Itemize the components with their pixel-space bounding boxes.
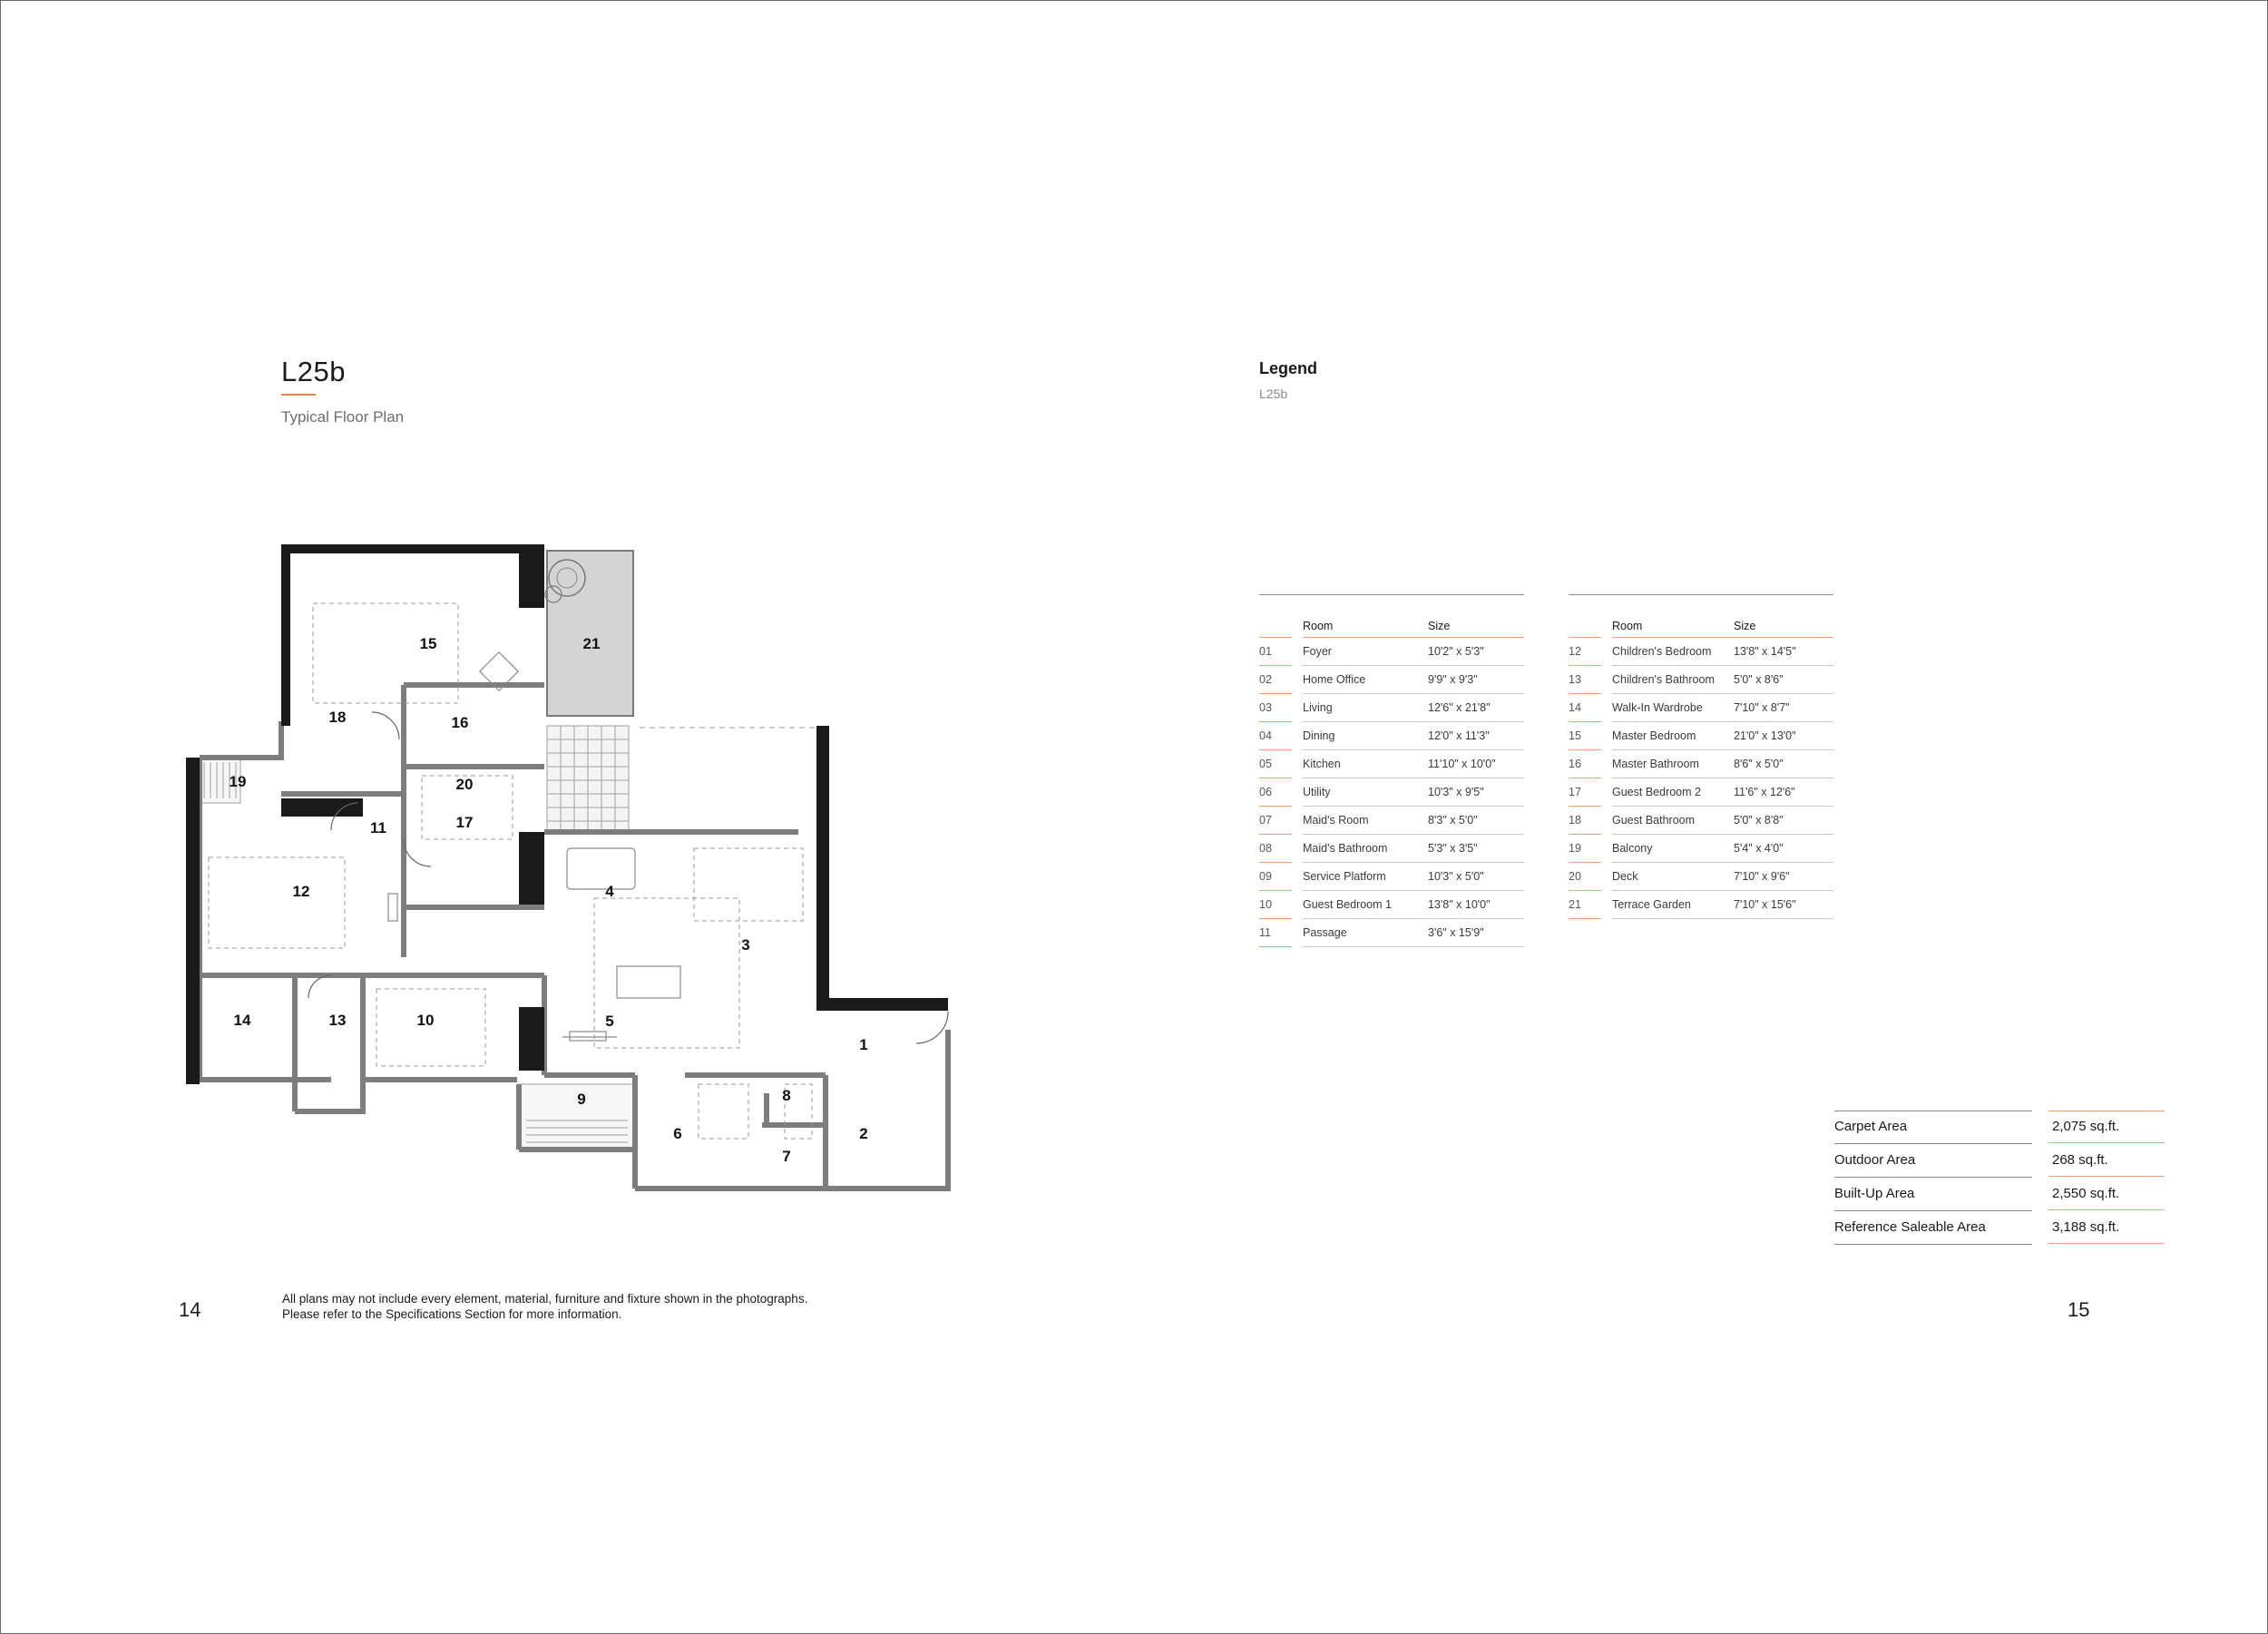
legend-row — [1259, 807, 1524, 835]
room-number-label: 11 — [370, 819, 386, 837]
legend-room: Dining — [1303, 722, 1428, 750]
legend-size: 10'3" x 5'0" — [1428, 863, 1524, 891]
legend-row — [1259, 638, 1524, 666]
disclaimer-line-1: All plans may not include every element, material, furniture and fixture shown in the photographs. — [282, 1292, 808, 1306]
legend-num: 12 — [1569, 638, 1601, 666]
room-number-label: 15 — [419, 635, 437, 652]
room-number-label: 1 — [859, 1036, 868, 1053]
room-number-label: 4 — [605, 883, 614, 900]
legend-row — [1259, 750, 1524, 778]
legend-room: Master Bathroom — [1612, 750, 1734, 778]
legend-room: Home Office — [1303, 666, 1428, 694]
legend-num: 04 — [1259, 722, 1292, 750]
legend-room: Utility — [1303, 778, 1428, 807]
legend-row — [1569, 722, 1833, 750]
legend-row — [1259, 666, 1524, 694]
legend-room: Terrace Garden — [1612, 891, 1734, 919]
legend-code: L25b — [1259, 386, 1288, 401]
legend-num: 07 — [1259, 807, 1292, 835]
legend-row — [1569, 666, 1833, 694]
floor-plan-drawing — [181, 540, 953, 1216]
legend-row — [1259, 778, 1524, 807]
room-number-label: 6 — [673, 1125, 682, 1142]
legend-size: 12'6" x 21'8" — [1428, 694, 1524, 722]
legend-room: Guest Bathroom — [1612, 807, 1734, 835]
area-value: 3,188 sq.ft. — [2048, 1211, 2165, 1244]
room-number-label: 19 — [229, 773, 247, 790]
legend-num: 09 — [1259, 863, 1292, 891]
legend-size: 8'3" x 5'0" — [1428, 807, 1524, 835]
legend-room: Maid's Room — [1303, 807, 1428, 835]
legend-row — [1569, 863, 1833, 891]
legend-num: 15 — [1569, 722, 1601, 750]
legend-num: 14 — [1569, 694, 1601, 722]
room-number-label: 5 — [605, 1013, 614, 1030]
page-number-left: 14 — [179, 1298, 201, 1321]
legend-room: Guest Bedroom 2 — [1612, 778, 1734, 807]
room-number-label: 10 — [416, 1012, 435, 1029]
legend-header-size: Size — [1734, 615, 1833, 638]
legend-num: 16 — [1569, 750, 1601, 778]
legend-size: 21'0" x 13'0" — [1734, 722, 1833, 750]
legend-num: 19 — [1569, 835, 1601, 863]
legend-title: Legend — [1259, 359, 1318, 377]
legend-room: Master Bedroom — [1612, 722, 1734, 750]
area-value: 268 sq.ft. — [2048, 1144, 2165, 1177]
legend-size: 11'6" x 12'6" — [1734, 778, 1833, 807]
legend-room: Guest Bedroom 1 — [1303, 891, 1428, 919]
legend-row — [1259, 835, 1524, 863]
legend-row — [1259, 722, 1524, 750]
room-number-label: 3 — [741, 936, 750, 954]
legend-num: 10 — [1259, 891, 1292, 919]
room-number-label: 13 — [328, 1012, 347, 1029]
area-label: Reference Saleable Area — [1834, 1211, 2032, 1245]
legend-num: 18 — [1569, 807, 1601, 835]
legend-row — [1259, 891, 1524, 919]
room-number-label: 14 — [233, 1012, 251, 1029]
legend-size: 7'10" x 9'6" — [1734, 863, 1833, 891]
legend-row — [1569, 694, 1833, 722]
legend-num: 02 — [1259, 666, 1292, 694]
room-number-label: 18 — [328, 709, 347, 726]
legend-size: 5'0" x 8'6" — [1734, 666, 1833, 694]
legend-size: 13'8" x 14'5" — [1734, 638, 1833, 666]
legend-num: 06 — [1259, 778, 1292, 807]
legend-room: Walk-In Wardrobe — [1612, 694, 1734, 722]
legend-size: 10'2" x 5'3" — [1428, 638, 1524, 666]
room-number-label: 7 — [782, 1148, 791, 1165]
legend-num: 08 — [1259, 835, 1292, 863]
legend-header-size: Size — [1428, 615, 1524, 638]
legend-row — [1259, 863, 1524, 891]
legend-size: 12'0" x 11'3" — [1428, 722, 1524, 750]
legend-table-left — [1259, 594, 1524, 947]
legend-room: Deck — [1612, 863, 1734, 891]
room-number-label: 17 — [455, 814, 474, 831]
room-number-label: 9 — [577, 1091, 586, 1108]
legend-row — [1569, 807, 1833, 835]
legend-room: Children's Bathroom — [1612, 666, 1734, 694]
plan-title: L25b — [281, 356, 346, 387]
legend-num: 17 — [1569, 778, 1601, 807]
disclaimer-line-2: Please refer to the Specifications Section for more information. — [282, 1307, 622, 1321]
disclaimer — [282, 1291, 807, 1322]
legend-header-room: Room — [1612, 615, 1734, 638]
legend-room: Service Platform — [1303, 863, 1428, 891]
legend-size: 5'3" x 3'5" — [1428, 835, 1524, 863]
area-value: 2,550 sq.ft. — [2048, 1178, 2165, 1210]
legend-row — [1569, 891, 1833, 919]
legend-room: Kitchen — [1303, 750, 1428, 778]
legend-room: Balcony — [1612, 835, 1734, 863]
area-value: 2,075 sq.ft. — [2048, 1111, 2165, 1143]
legend-num: 03 — [1259, 694, 1292, 722]
legend-header-room: Room — [1303, 615, 1428, 638]
area-label: Carpet Area — [1834, 1111, 2032, 1144]
legend-num: 21 — [1569, 891, 1601, 919]
legend-table-right — [1569, 594, 1833, 919]
room-number-label: 2 — [859, 1125, 868, 1142]
legend-size: 7'10" x 15'6" — [1734, 891, 1833, 919]
title-accent-rule — [281, 394, 316, 396]
legend-num: 01 — [1259, 638, 1292, 666]
legend-size: 9'9" x 9'3" — [1428, 666, 1524, 694]
legend-room: Foyer — [1303, 638, 1428, 666]
legend-room: Maid's Bathroom — [1303, 835, 1428, 863]
room-number-label: 12 — [292, 883, 310, 900]
legend-num: 13 — [1569, 666, 1601, 694]
legend-row — [1259, 919, 1524, 947]
legend-size: 5'0" x 8'8" — [1734, 807, 1833, 835]
room-number-label: 16 — [451, 714, 469, 731]
legend-num: 05 — [1259, 750, 1292, 778]
legend-row — [1569, 778, 1833, 807]
legend-size: 8'6" x 5'0" — [1734, 750, 1833, 778]
legend-room: Passage — [1303, 919, 1428, 947]
area-label: Outdoor Area — [1834, 1144, 2032, 1178]
legend-num: 11 — [1259, 919, 1292, 947]
room-number-label: 20 — [455, 776, 474, 793]
room-number-label: 21 — [582, 635, 601, 652]
plan-subtitle: Typical Floor Plan — [281, 408, 405, 426]
legend-room: Living — [1303, 694, 1428, 722]
legend-size: 10'3" x 9'5" — [1428, 778, 1524, 807]
room-number-label: 8 — [782, 1087, 791, 1104]
legend-size: 11'10" x 10'0" — [1428, 750, 1524, 778]
legend-size: 5'4" x 4'0" — [1734, 835, 1833, 863]
legend-num: 20 — [1569, 863, 1601, 891]
area-label: Built-Up Area — [1834, 1178, 2032, 1211]
legend-row — [1569, 835, 1833, 863]
legend-size: 7'10" x 8'7" — [1734, 694, 1833, 722]
page-number-right: 15 — [2068, 1298, 2090, 1321]
legend-size: 3'6" x 15'9" — [1428, 919, 1524, 947]
legend-row — [1259, 694, 1524, 722]
legend-size: 13'8" x 10'0" — [1428, 891, 1524, 919]
legend-row — [1569, 638, 1833, 666]
legend-row — [1569, 750, 1833, 778]
legend-room: Children's Bedroom — [1612, 638, 1734, 666]
